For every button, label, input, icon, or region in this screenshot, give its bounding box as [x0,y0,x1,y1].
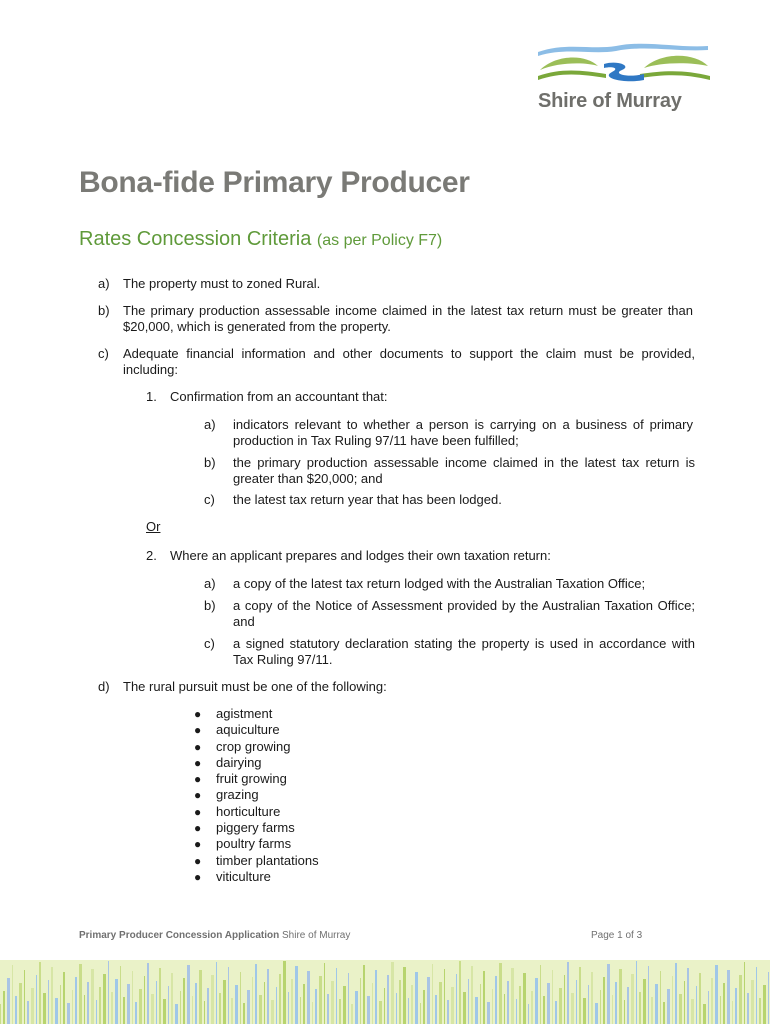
criterion-marker: b) [98,303,110,318]
criterion-a [98,276,698,292]
rural-pursuits-list [190,706,319,885]
list-item [190,804,319,820]
pursuit-label: crop growing [216,738,291,754]
decorative-footer-band [0,960,770,1024]
criterion-text: The property must to zoned Rural. [123,276,321,291]
sub-item-marker: b) [204,455,216,470]
pursuit-label: horticulture [216,803,281,819]
footer-doc-name: Primary Producer Concession Application [79,930,280,941]
option-marker: 1. [146,389,157,404]
list-item [190,869,319,885]
page-number: Page 1 of 3 [591,930,643,941]
option-text: Where an applicant prepares and lodges their own taxation return: [170,548,551,563]
sub-item-marker: a) [204,576,216,591]
page-title: Bona-fide Primary Producer [79,166,470,199]
pursuit-label: timber plantations [216,852,319,868]
criterion-c [98,346,698,378]
option-2 [146,548,696,564]
subtitle-note: (as per Policy F7) [316,232,443,249]
pursuit-label: viticulture [216,868,271,884]
criterion-text: The primary production assessable income claimed in the latest tax return must be greater than $20,000, which is generated from the property. [123,303,693,334]
criterion-b [98,303,698,335]
list-item [190,853,319,869]
option-2-item-a [204,576,696,592]
barcode-pattern-icon [0,960,770,1024]
list-item [190,755,319,771]
list-item [190,820,319,836]
bullet-icon: ● [194,853,202,868]
list-item [190,836,319,852]
pursuit-label: aquiculture [216,722,280,738]
shire-logo [536,40,712,120]
bullet-icon: ● [194,788,202,803]
bullet-icon: ● [194,821,202,836]
page-footer [79,930,350,941]
option-1-item-a [204,417,696,449]
sub-item-text: the primary production assessable income claimed in the latest tax return is greater than $20,000; and [233,455,695,486]
sub-item-text: indicators relevant to whether a person is carrying on a business of primary production in Tax Ruling 97/11 have been fulfilled; [233,417,693,448]
option-text: Confirmation from an accountant that: [170,389,388,404]
pursuit-label: dairying [216,754,262,770]
bullet-icon: ● [194,723,202,738]
criterion-marker: d) [98,679,110,694]
bullet-icon: ● [194,739,202,754]
option-marker: 2. [146,548,157,563]
pursuit-label: agistment [216,706,273,721]
bullet-icon: ● [194,869,202,884]
bullet-icon: ● [194,755,202,770]
bullet-icon: ● [194,837,202,852]
bullet-icon: ● [194,707,202,721]
option-1-item-c [204,492,696,508]
footer-org: Shire of Murray [282,930,351,941]
list-item [190,722,319,738]
pursuit-label: fruit growing [216,771,287,787]
or-separator: Or [146,519,161,534]
option-1-item-b [204,455,696,487]
sub-item-text: a copy of the latest tax return lodged with the Australian Taxation Office; [233,576,646,591]
criterion-marker: a) [98,276,110,291]
sub-item-text: a copy of the Notice of Assessment provided by the Australian Taxation Office; and [233,598,695,629]
river-hills-icon [536,40,712,90]
sub-item-marker: b) [204,598,216,613]
option-1 [146,389,696,405]
pursuit-label: poultry farms [216,836,292,852]
section-subtitle [79,228,442,251]
option-2-item-b [204,598,696,630]
criterion-d [98,679,698,695]
list-item [190,771,319,787]
sub-item-marker: c) [204,492,215,507]
sub-item-text: a signed statutory declaration stating the property is used in accordance with Tax Ruling 97/11. [233,636,695,667]
sub-item-marker: a) [204,417,216,432]
list-item [190,706,319,722]
pursuit-label: grazing [216,787,259,803]
criterion-text: Adequate financial information and other documents to support the claim must be provided, including: [123,346,695,377]
subtitle-text: Rates Concession Criteria [79,228,312,250]
option-2-item-c [204,636,696,668]
list-item [190,739,319,755]
bullet-icon: ● [194,804,202,819]
criterion-marker: c) [98,346,109,361]
pursuit-label: piggery farms [216,820,295,836]
bullet-icon: ● [194,772,202,787]
sub-item-text: the latest tax return year that has been lodged. [233,492,502,507]
list-item [190,787,319,803]
sub-item-marker: c) [204,636,215,651]
criterion-text: The rural pursuit must be one of the following: [123,679,387,694]
logo-text: Shire of Murray [538,90,682,112]
